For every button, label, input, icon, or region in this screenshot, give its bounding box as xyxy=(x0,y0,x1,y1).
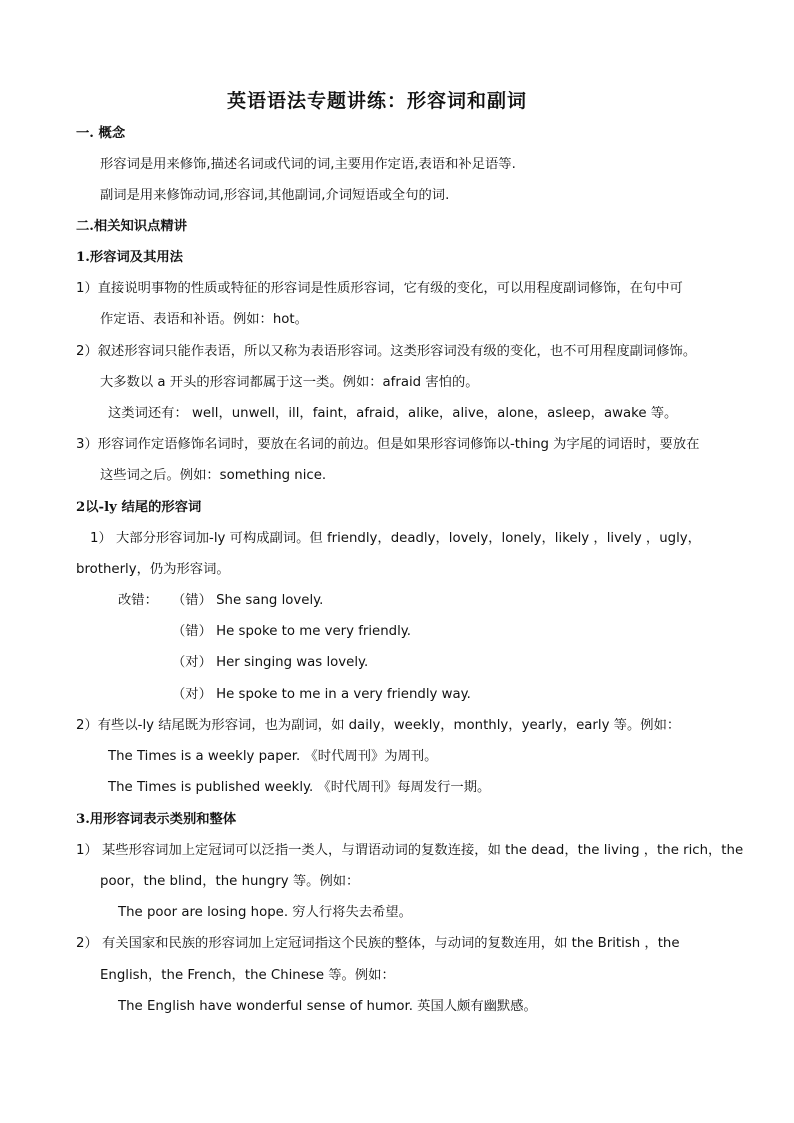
paragraph-predicative-adjectives: 2）叙述形容词只能作表语，所以又称为表语形容词。这类形容词没有级的变化，也不可用程度副词修饰。 xyxy=(76,344,697,359)
subheading-category-adjectives: 3.用形容词表示类别和整体 xyxy=(76,812,237,827)
paragraph-qualitative-adjectives: 1）直接说明事物的性质或特征的形容词是性质形容词，它有级的变化，可以用程度副词修饰，在句中可 xyxy=(76,281,683,296)
paragraph-category-adjectives-cont: poor，the blind，the hungry 等。例如： xyxy=(100,874,360,889)
paragraph-predicative-adjectives-cont: 大多数以 a 开头的形容词都属于这一类。例如：afraid 害怕的。 xyxy=(100,375,479,390)
paragraph-adverb-definition: 副词是用来修饰动词,形容词,其他副词,介词短语或全句的词. xyxy=(100,188,450,203)
paragraph-ly-adjectives-cont: brotherly，仍为形容词。 xyxy=(76,562,230,577)
paragraph-adjective-position: 3）形容词作定语修饰名词时，要放在名词的前边。但是如果形容词修饰以-thing 为字尾的词语时，要放在 xyxy=(76,437,700,452)
paragraph-adjective-position-cont: 这些词之后。例如：something nice. xyxy=(100,468,327,483)
paragraph-ly-adjectives: 1） 大部分形容词加-ly 可构成副词。但 friendly，deadly，lovely，lonely，likely ，lively ，ugly， xyxy=(90,531,701,546)
correction-example-1: （错） She sang lovely. xyxy=(172,593,324,608)
paragraph-predicative-adjectives-list: 这类词还有： well，unwell，ill，faint，afraid，alike，alive，alone，asleep，awake 等。 xyxy=(108,406,678,421)
paragraph-nationality-adjectives-cont: English，the French，the Chinese 等。例如： xyxy=(100,968,395,983)
example-weekly-paper: The Times is a weekly paper. 《时代周刊》为周刊。 xyxy=(108,749,438,764)
example-poor-losing-hope: The poor are losing hope. 穷人行将失去希望。 xyxy=(118,905,412,920)
section-heading-concept: 一. 概念 xyxy=(76,126,126,141)
subheading-adjective-usage: 1.形容词及其用法 xyxy=(76,250,183,265)
subheading-ly-adjectives: 2以-ly 结尾的形容词 xyxy=(76,500,202,515)
example-published-weekly: The Times is published weekly. 《时代周刊》每周发行一期。 xyxy=(108,780,491,795)
paragraph-qualitative-adjectives-cont: 作定语、表语和补语。例如：hot。 xyxy=(100,312,308,327)
section-heading-knowledge: 二.相关知识点精讲 xyxy=(76,219,188,234)
example-english-humor: The English have wonderful sense of humor. 英国人颇有幽默感。 xyxy=(118,999,537,1014)
correction-example-3: （对） Her singing was lovely. xyxy=(172,655,369,670)
correction-example-4: （对） He spoke to me in a very friendly way. xyxy=(172,687,471,702)
page-title: 英语语法专题讲练：形容词和副词 xyxy=(226,90,527,112)
correction-example-2: （错） He spoke to me very friendly. xyxy=(172,624,411,639)
paragraph-adjective-adverb-ly: 2）有些以-ly 结尾既为形容词，也为副词，如 daily，weekly，monthly，yearly，early 等。例如： xyxy=(76,718,681,733)
correction-label: 改错： xyxy=(118,593,158,608)
paragraph-nationality-adjectives: 2） 有关国家和民族的形容词加上定冠词指这个民族的整体，与动词的复数连用，如 the British ，the xyxy=(76,936,680,951)
paragraph-category-adjectives: 1） 某些形容词加上定冠词可以泛指一类人，与谓语动词的复数连接，如 the dead，the living ，the rich，the xyxy=(76,843,744,858)
paragraph-adjective-definition: 形容词是用来修饰,描述名词或代词的词,主要用作定语,表语和补足语等. xyxy=(100,157,516,172)
